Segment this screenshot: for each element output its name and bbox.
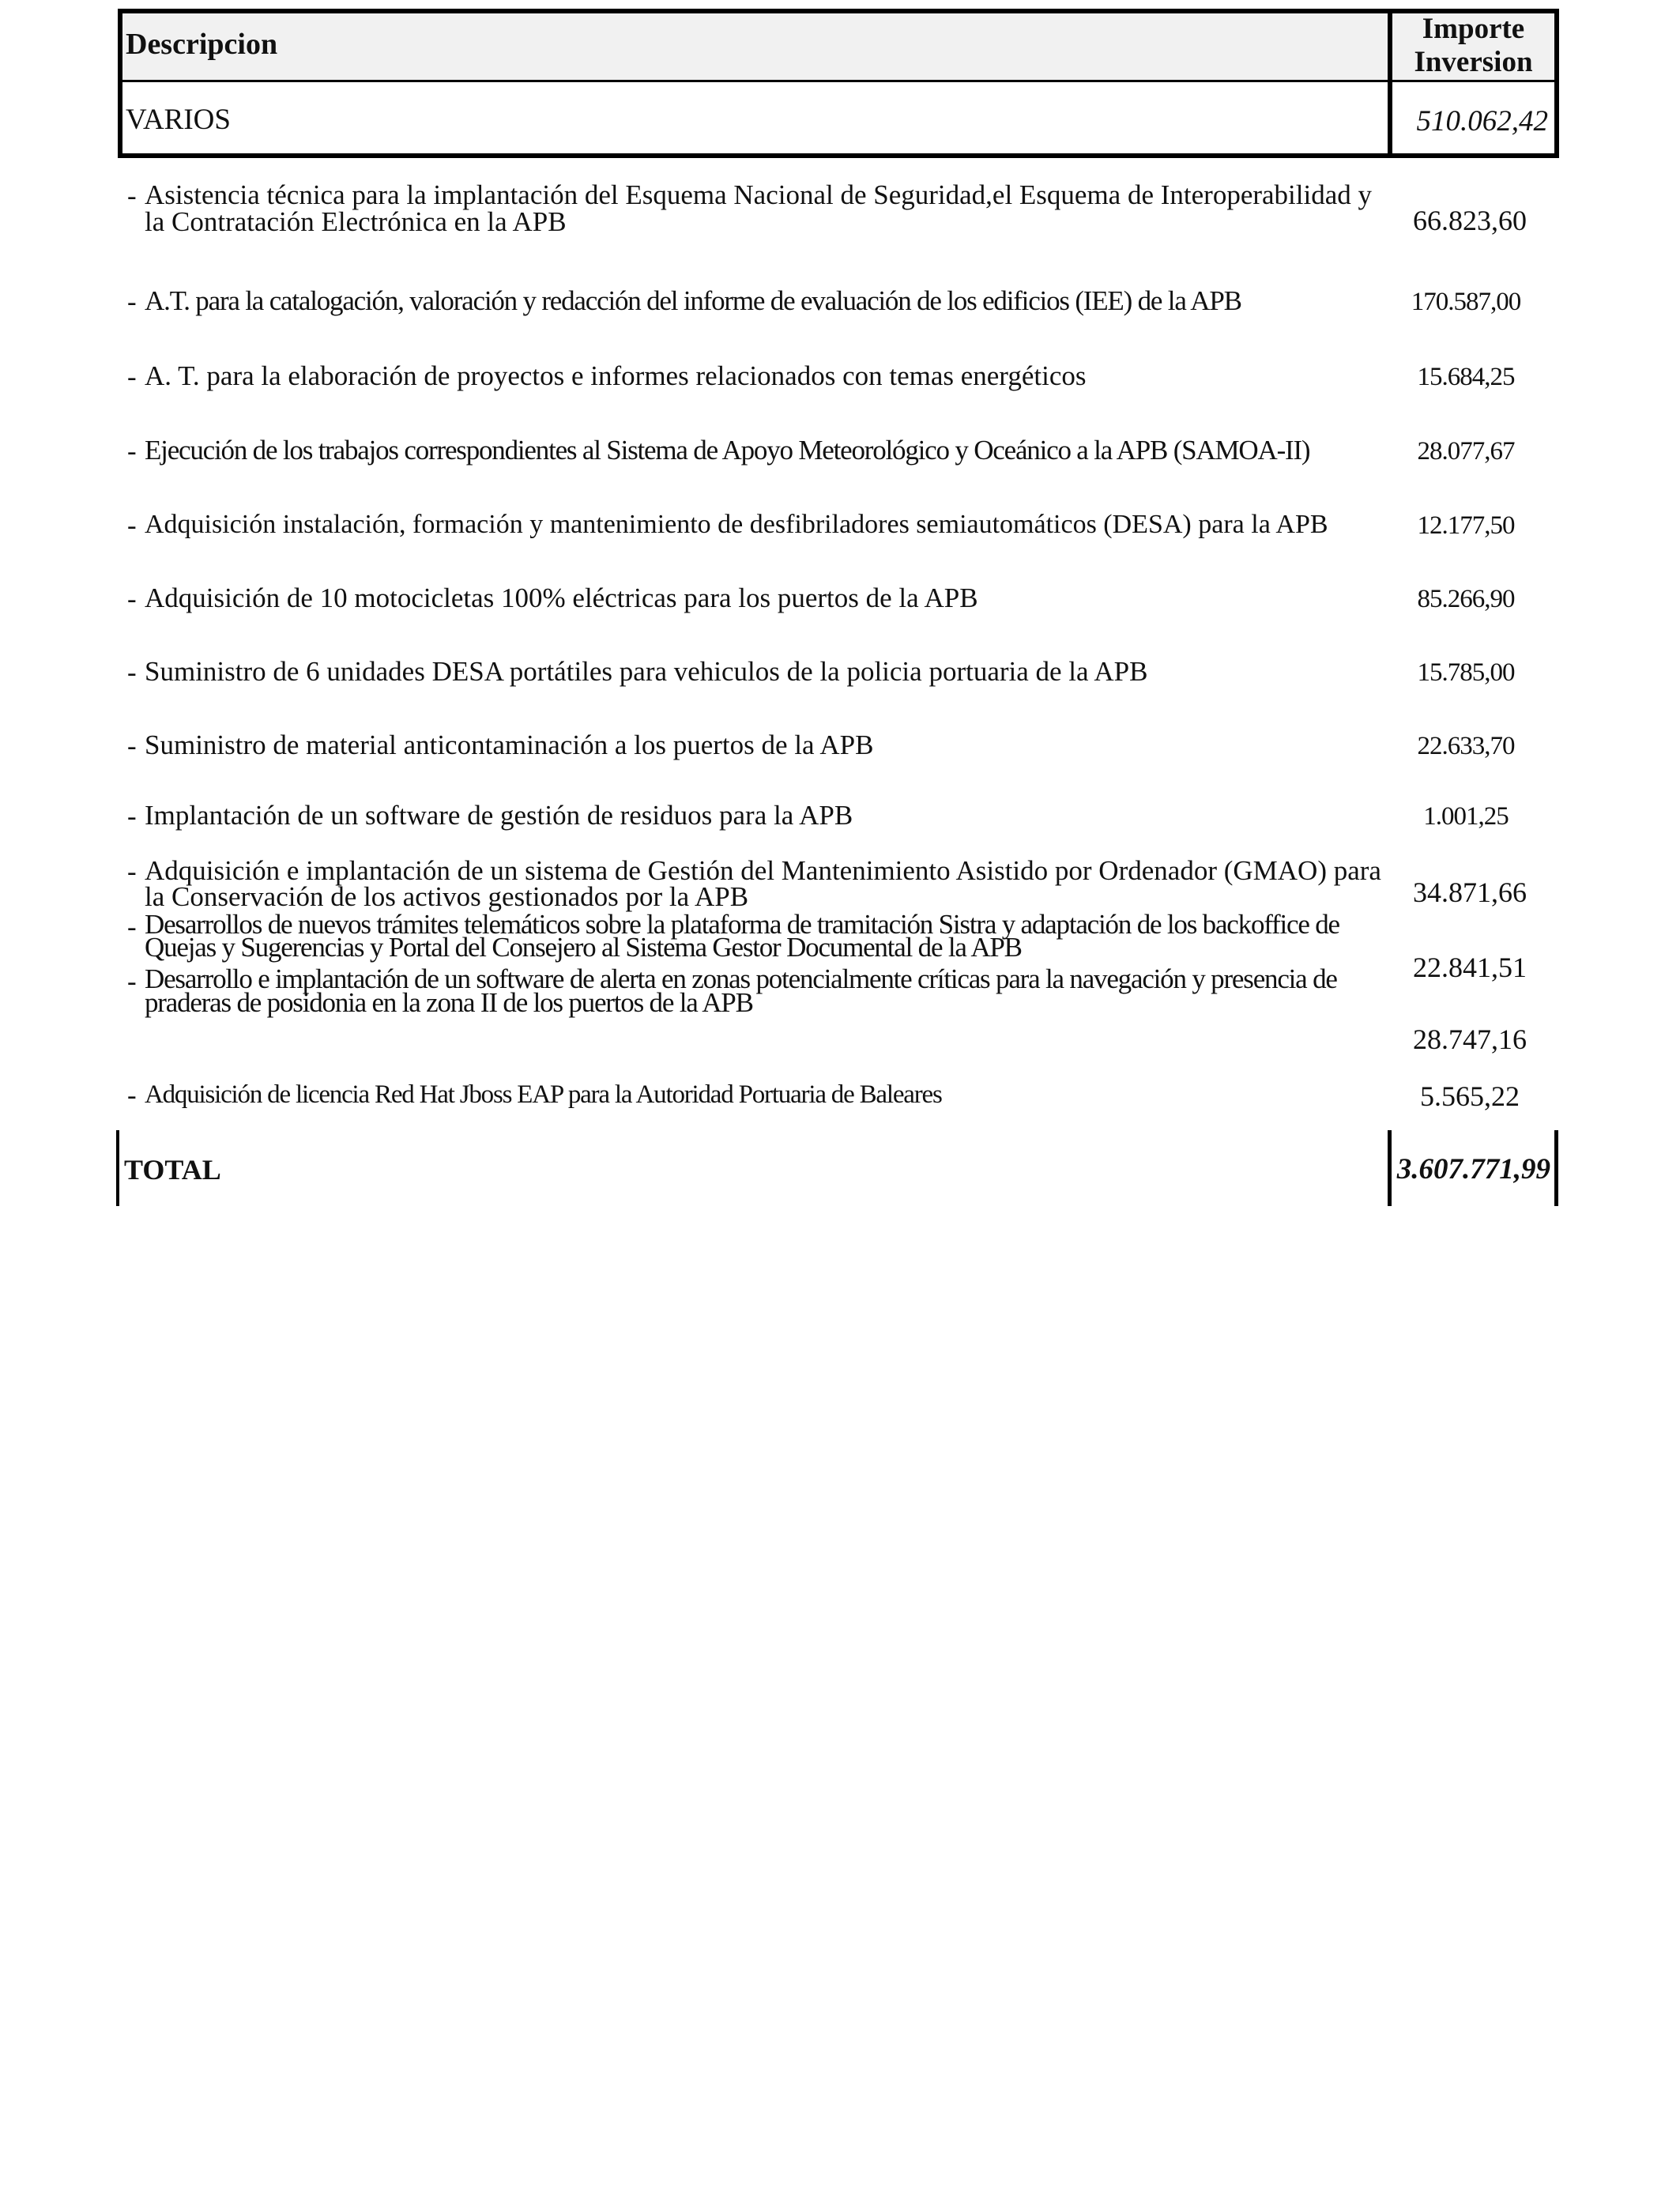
row-dash: - [127,966,137,997]
row-dash: - [127,657,137,688]
row-description: Desarrollos de nuevos trámites telemáticos sobre la plataforma de tramitación Sistra y adaptación de los backoffice de Quejas y Sugerencias y Portal del Consejero al Sistema Gestor Documental de la APB [145,909,1339,963]
row-dash: - [127,801,137,831]
row-description: Implantación de un software de gestión de residuos para la APB [145,800,853,831]
row-description: Desarrollo e implantación de un software de alerta en zonas potencialmente críticas para la navegación y presencia de praderas de posidonia en la zona II de los puertos de la APB [145,963,1337,1018]
row-amount: 28.077,67 [1417,437,1515,466]
row-description: Adquisición instalación, formación y mantenimiento de desfibriladores semiautomáticos (DESA) para la APB [145,510,1328,539]
header-description: Descripcion [126,28,278,61]
row-dash: - [127,510,137,541]
row-amount: 1.001,25 [1423,802,1509,831]
category-label: VARIOS [126,104,231,136]
row-dash: - [127,730,137,761]
row-amount: 15.684,25 [1417,363,1515,391]
row-dash: - [127,856,137,887]
row-description: Adquisición de licencia Red Hat Jboss EAP para la Autoridad Portuaria de Baleares [145,1080,942,1109]
row-description: Adquisición e implantación de un sistema de Gestión del Mantenimiento Asistido por Ordenador (GMAO) para la Conservación de los activos gestionados por la APB [145,855,1381,912]
category-amount: 510.062,42 [1416,105,1548,138]
total-border-right [1554,1130,1558,1206]
row-amount: 66.823,60 [1413,205,1527,236]
row-description: A.T. para la catalogación, valoración y redacción del informe de evaluación de los edificios (IEE) de la APB [145,285,1241,316]
row-amount: 22.841,51 [1413,952,1527,983]
table-header [118,9,1559,85]
row-dash: - [127,361,137,392]
header-amount: Importe Inversion [1414,13,1533,78]
row-amount: 5.565,22 [1420,1080,1520,1112]
total-amount: 3.607.771,99 [1396,1153,1550,1186]
row-dash: - [127,583,137,614]
row-amount: 85.266,90 [1417,585,1515,613]
row-dash: - [127,180,137,211]
row-dash: - [127,911,137,942]
row-description: Adquisición de 10 motocicletas 100% eléctricas para los puertos de la APB [145,582,978,613]
row-amount: 170.587,00 [1411,288,1521,316]
row-description: Asistencia técnica para la implantación del Esquema Nacional de Seguridad,el Esquema de Interoperabilidad y la Contratación Electrónica en la APB [145,179,1373,237]
row-amount: 28.747,16 [1413,1023,1527,1055]
row-dash: - [127,435,137,466]
row-description: Suministro de material anticontaminación a los puertos de la APB [145,729,874,760]
row-amount: 15.785,00 [1417,658,1515,687]
row-amount: 22.633,70 [1417,732,1515,760]
total-border-left [116,1130,119,1206]
row-dash: - [127,1080,137,1110]
total-label: TOTAL [124,1154,221,1186]
row-description: A. T. para la elaboración de proyectos e informes relacionados con temas energéticos [145,360,1087,391]
category-row [118,82,1559,158]
row-amount: 12.177,50 [1417,511,1515,540]
row-amount: 34.871,66 [1413,876,1527,908]
column-divider [1388,1130,1392,1206]
row-description: Suministro de 6 unidades DESA portátiles para vehiculos de la policia portuaria de la APB [145,656,1148,687]
row-description: Ejecución de los trabajos correspondientes al Sistema de Apoyo Meteorológico y Oceánico a la APB (SAMOA-II) [145,435,1310,466]
row-dash: - [127,286,137,317]
